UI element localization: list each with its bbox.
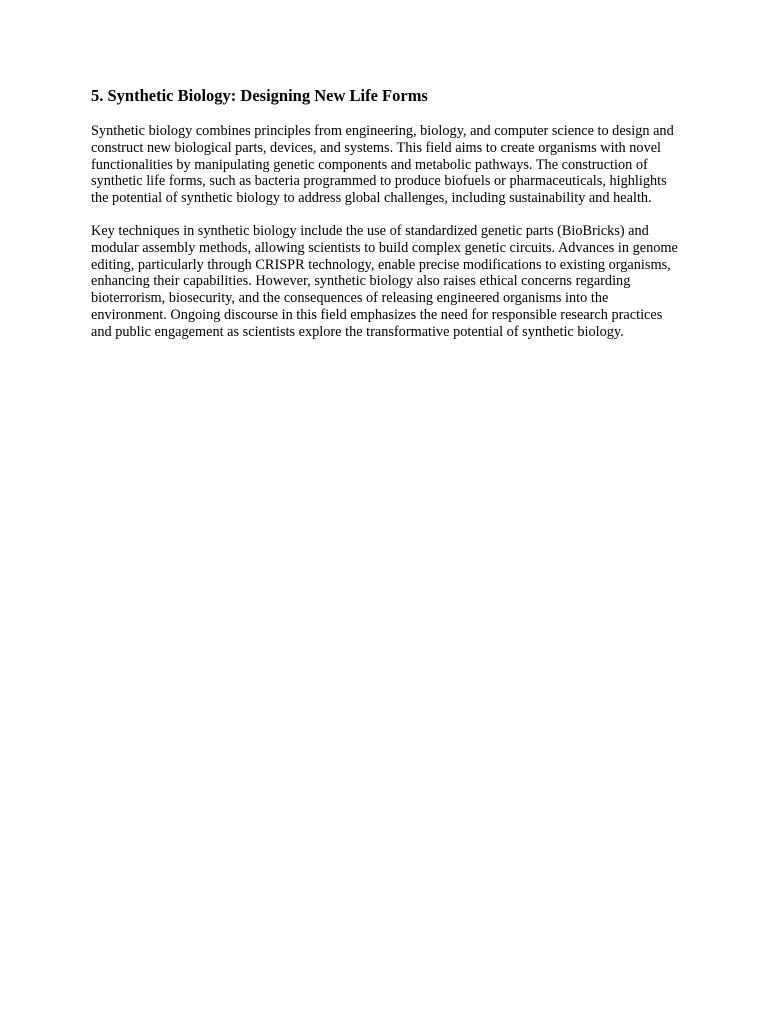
paragraph-intro: Synthetic biology combines principles from engineering, biology, and computer science to design and construct new biological parts, devices, and systems. This field aims to create organisms with novel functionalities by manipulating genetic components and metabolic pathways. The construction of synthetic life forms, such as bacteria programmed to produce biofuels or pharmaceuticals, highlights the potential of synthetic biology to address global challenges, including sustainability and health. [91,123,674,207]
section-title: 5. Synthetic Biology: Designing New Life Forms [91,86,428,105]
document-content [91,85,681,357]
paragraph-techniques: Key techniques in synthetic biology include the use of standardized genetic parts (BioBricks) and modular assembly methods, allowing scientists to build complex genetic circuits. Advances in genome editing, particularly through CRISPR technology, enable precise modifications to existing organisms, enhancing their capabilities. However, synthetic biology also raises ethical concerns regarding bioterrorism, biosecurity, and the consequences of releasing engineered organisms into the environment. Ongoing discourse in this field emphasizes the need for responsible research practices and public engagement as scientists explore the transformative potential of synthetic biology. [91,222,678,340]
